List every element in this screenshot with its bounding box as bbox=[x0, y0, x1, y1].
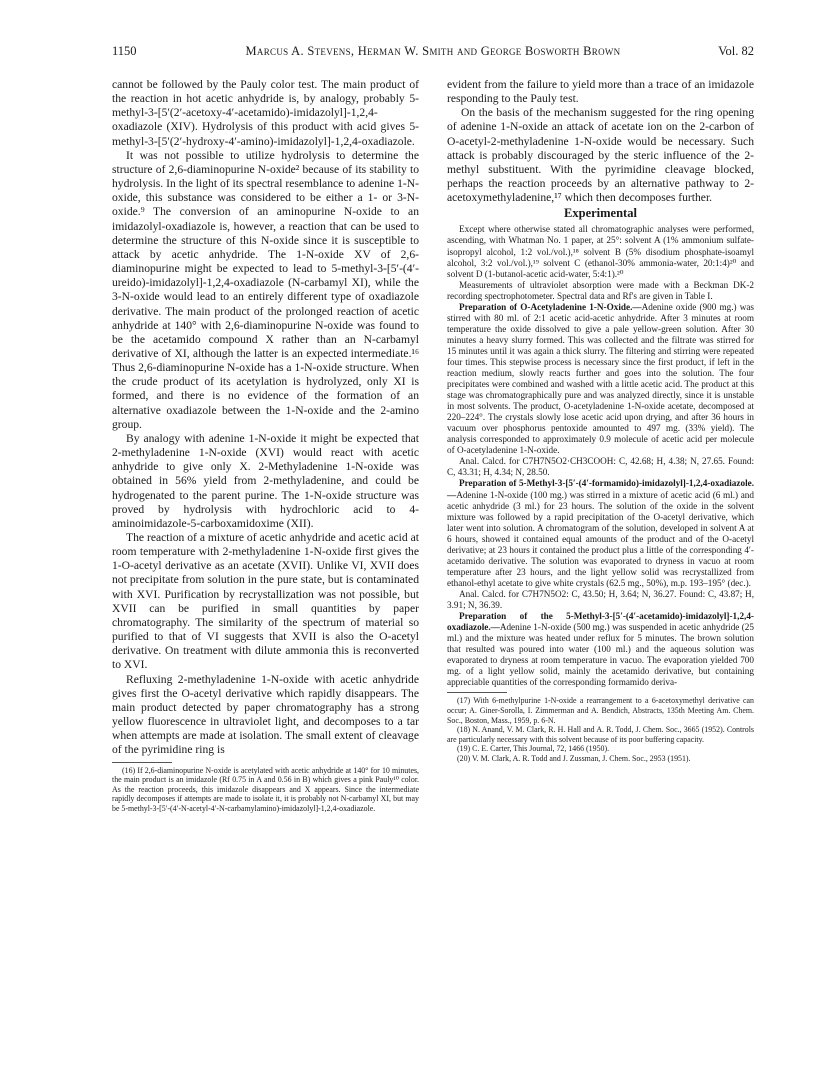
page-header bbox=[112, 44, 754, 62]
experimental-paragraph bbox=[447, 611, 754, 688]
paragraph: It was not possible to utilize hydrolysis to determine the structure of 2,6-diaminopurine N-oxide² because of its stability to hydrolysis. In the light of its spectral resemblance to adenine 1-N-oxide, this substance was considered to be either a 1- or 3-N-oxide.⁹ The conversion of an aminopurine N-oxide to an imidazolyl-oxadiazole is, however, a reaction that can be used to determine the structure of this N-oxide since it is susceptible to attack by acetic anhydride. The 1-N-oxide XV of 2,6-diaminopurine might be expected to lead to 5-methyl-3-[5′-(4′-ureido)-imidazolyl]-1,2,4-oxadiazole (N-carbamyl XI), while the 3-N-oxide would lead to an entirely different type of oxadiazole derivative. The main product of the prolonged reaction of acetic anhydride at 140° with 2,6-diaminopurine N-oxide was found to be the acetamido compound X rather than an N-carbamyl derivative of XI, although the latter is an expected intermediate.¹⁶ Thus 2,6-diaminopurine N-oxide has a 1-N-oxide structure. When the crude product of its acetylation is hydrolyzed, only XI is formed, and there is no evidence of the formation of an alternative oxadiazole between the 1-N-oxide and the 2-amino group. bbox=[112, 148, 419, 431]
paragraph: By analogy with adenine 1-N-oxide it might be expected that 2-methyladenine 1-N-oxide (XVI) would react with acetic anhydride to give only X. 2-Methyladenine 1-N-oxide was obtained in 56% yield from 2-methyladenine, and could be hydrogenated to the parent purine. The 1-N-oxide structure was proved by hydrolysis with hydrochloric acid to 4-aminoimidazole-5-carboxamidoxime (XII). bbox=[112, 431, 419, 530]
run-in-heading: Preparation of the 5-Methyl-3-[5′-(4′-acetamido)-imidazolyl]-1,2,4-oxadiazole.— bbox=[447, 611, 754, 633]
experimental-text: Anal. Calcd. for C7H7N5O2·CH3COOH: C, 42.68; H, 4.38; N, 27.65. Found: C, 43.31; H, 4.34; N, 28.50. bbox=[447, 456, 754, 478]
experimental-paragraph bbox=[447, 280, 754, 302]
analysis-line bbox=[447, 456, 754, 478]
section-heading-experimental: Experimental bbox=[564, 206, 637, 221]
footnote: (19) C. E. Carter, This Journal, 72, 1466 (1950). bbox=[457, 744, 610, 754]
footnote: (18) N. Anand, V. M. Clark, R. H. Hall and A. R. Todd, J. Chem. Soc., 3665 (1952). Controls are particularly necessary with this solvent because of its poor buffering capacity. bbox=[447, 725, 754, 744]
footnote: (17) With 6-methylpurine 1-N-oxide a rearrangement to a 6-acetoxymethyl derivative can occur; A. Giner-Sorolla, I. Zimmerman and A. Bendich, Abstracts, 135th Meeting Am. Chem. Soc., Boston, Mass., 1959, p. 6-N. bbox=[447, 696, 754, 725]
experimental-paragraph bbox=[447, 224, 754, 279]
volume-number: Vol. 82 bbox=[718, 44, 754, 58]
run-in-heading: Preparation of 5-Methyl-3-[5′-(4′-formamido)-imidazolyl]-1,2,4-oxadiazole.— bbox=[447, 478, 754, 500]
paragraph: evident from the failure to yield more than a trace of an imidazole responding to the Pauly test. bbox=[447, 78, 754, 106]
footnote: (16) If 2,6-diaminopurine N-oxide is acetylated with acetic anhydride at 140° for 10 minutes, the main product is an imidazole (Rf 0.75 in A and 0.56 in B) which gives a pink Pauly¹⁰ color. As the reaction proceeds, this imidazole disappears and X appears. Since the intermediate rapidly decomposes if attempts are made to isolate it, it is probably not N-carbamyl XI, but may be 5-methyl-3-[5′-(4′-N-acetyl-4′-N-carbamylamino)-imidazolyl]-1,2,4-oxadiazole. bbox=[112, 765, 419, 813]
left-column bbox=[112, 78, 419, 813]
experimental-text: Measurements of ultraviolet absorption were made with a Beckman DK-2 recording spectrophotometer. Spectral data and Rf's are given in Table I. bbox=[447, 279, 754, 301]
experimental-text: Anal. Calcd. for C7H7N5O2: C, 43.50; H, 3.64; N, 36.27. Found: C, 43.87; H, 3.91; N, 36.39. bbox=[447, 588, 754, 610]
run-in-heading: Preparation of O-Acetyladenine 1-N-Oxide.— bbox=[459, 301, 642, 312]
experimental-text: Adenine 1-N-oxide (100 mg.) was stirred in a mixture of acetic acid (6 ml.) and acetic anhydride (3 ml.) for 23 hours. The solution of the oxide in the solvent mixture was followed by a rapid precipitation of the O-acetyl derivative, which later went into solution. A chromatogram of the solution, developed in solvent A at 6 hours, showed it contained equal amounts of the product and of the O-acetyl derivative; at 23 hours it contained the product plus a little of the corresponding 4′-acetamido derivative. The solution was evaporated to dryness in vacuo at room temperature after 23 hours, and the light yellow solid was recrystallized from ethanol-ethyl acetate to give white crystals (62.5 mg., 50%), m.p. 193–195° (dec.). bbox=[447, 489, 754, 588]
footnote: (20) V. M. Clark, A. R. Todd and J. Zussman, J. Chem. Soc., 2953 (1951). bbox=[457, 753, 691, 763]
analysis-line bbox=[447, 589, 754, 611]
experimental-text: Adenine 1-N-oxide (500 mg.) was suspended in acetic anhydride (25 ml.) and the mixture was heated under reflux for 5 minutes. The brown solution that resulted was poured into water (100 ml.) and the aqueous solution was evaporated to dryness at room temperature in vacuo. The evaporation yielded 700 mg. of a light yellow solid, mainly the acetamido derivative, but containing appreciable quantities of the corresponding formamido deriva- bbox=[447, 622, 754, 688]
paragraph: Refluxing 2-methyladenine 1-N-oxide with acetic anhydride gives first the O-acetyl derivative which rapidly disappears. The main product detected by paper chromatography has a strong yellow fluorescence in ultraviolet light, and decomposes to a tar when attempts are made at isolation. The small extent of cleavage of the pyrimidine ring is bbox=[112, 672, 419, 757]
experimental-paragraph bbox=[447, 478, 754, 588]
page-number: 1150 bbox=[112, 44, 137, 58]
paragraph: The reaction of a mixture of acetic anhydride and acetic acid at room temperature with 2-methyladenine 1-N-oxide first gives the 1-O-acetyl derivative as an acetate (XVII). Unlike VI, XVII does not precipitate from solution in the pure state, but is contaminated with XVI. Purification by recrystallization was not possible, but XVII can be purified in small quantities by paper chromatography. The similarity of the spectrum of material so purified to that of VI suggests that XVII is also the O-acetyl derivative. On treatment with dilute ammonia this is reconverted to XVI. bbox=[112, 531, 419, 672]
paragraph: On the basis of the mechanism suggested for the ring opening of adenine 1-N-oxide an attack of acetate ion on the 2-carbon of O-acetyl-2-methyladenine 1-N-oxide would be necessary. Such attack is probably discouraged by the steric influence of the 2-methyl substituent. With the pyrimidine cleavage blocked, perhaps the reaction proceeds by an alternative pathway to 2-acetoxymethyladenine,¹⁷ which then decomposes further. bbox=[447, 106, 754, 205]
experimental-text: Adenine oxide (900 mg.) was stirred with 80 ml. of 2:1 acetic acid-acetic anhydride. After 3 minutes at room temperature the oxide dissolved to give a pale yellow-green solution. After 30 minutes a heavy slurry formed. This was collected and the filtrate was stirred for 15 minutes until it was again a thick slurry. The filtering and stirring were repeated four times. This stepwise process is necessary since the first product, if left in the reaction medium, slowly reacts further and goes into the solution. The four precipitates were combined and washed with a little acetic acid. The product at this stage was chromatographically pure and was analyzed directly, since it is unstable in most solvents. The product, O-acetyladenine 1-N-oxide acetate, decomposed at 220–224°. The crystals slowly lose acetic acid upon drying, and after 36 hours in vacuum over phosphorus pentoxide amounted to 497 mg. (33% yield). The analysis corresponded to approximately 0.9 molecule of acetic acid per molecule of O-acetyladenine 1-N-oxide. bbox=[447, 301, 755, 456]
right-column bbox=[447, 78, 754, 764]
running-authors: Marcus A. Stevens, Herman W. Smith and George Bosworth Brown bbox=[245, 44, 621, 58]
experimental-paragraph bbox=[447, 302, 754, 457]
experimental-text: Except where otherwise stated all chromatographic analyses were performed, ascending, with Whatman No. 1 paper, at 25°: solvent A (1% ammonium sulfate-isopropyl alcohol, 1:2 vol./vol.),¹⁸ solvent B (5% disodium phosphate-isoamyl alcohol, 3:2 vol./vol.),¹⁹ solvent C (ethanol-30% ammonia-water, 20:1:4)²⁰ and solvent D (1-butanol-acetic acid-water, 5:4:1).²⁰ bbox=[447, 224, 754, 279]
paragraph: cannot be followed by the Pauly color test. The main product of the reaction in hot acetic anhydride is, by analogy, probably 5-methyl-3-[5′(2′-acetoxy-4′-acetamido)-imidazolyl]-1,2,4-oxadiazole (XIV). Hydrolysis of this product with acid gives 5-methyl-3-[5′(2′-hydroxy-4′-amino)-imidazolyl]-1,2,4-oxadiazole. bbox=[112, 78, 419, 148]
footnote-divider bbox=[447, 692, 507, 693]
footnote-divider bbox=[112, 762, 172, 763]
